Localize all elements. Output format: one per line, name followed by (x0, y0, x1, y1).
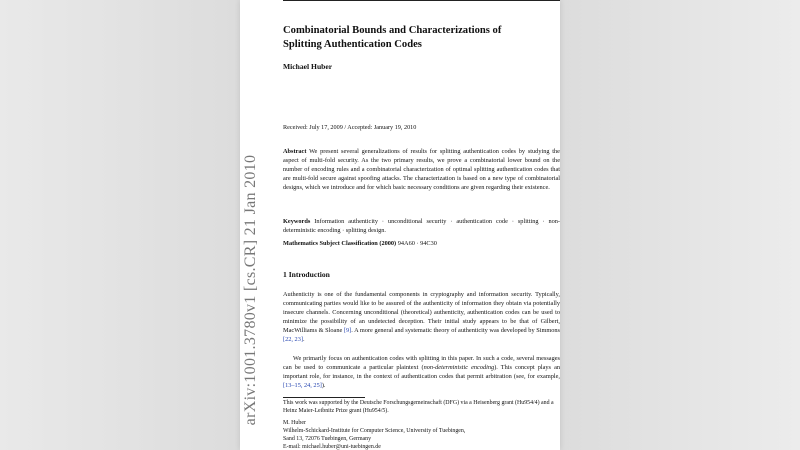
intro1-text-b: . A more general and systematic theory of authenticity was developed by Simmons (351, 327, 560, 335)
keywords-label: Keywords (283, 218, 311, 225)
title-line-1: Combinatorial Bounds and Characterizations of (283, 25, 502, 36)
background-left (0, 0, 240, 450)
intro2-text-a: We primarily focus on authentication codes with splitting in this paper. In such a code, several messages can be used to communicate a particular plaintext ( (283, 355, 560, 372)
address-email: E-mail: michael.huber@uni-tuebingen.de (283, 444, 381, 450)
paper-page (240, 0, 560, 450)
citation-link[interactable]: [22, 23] (283, 336, 303, 344)
citation-link[interactable]: [13–15, 24, 25] (283, 382, 322, 390)
author-name: Michael Huber (283, 62, 333, 71)
intro-paragraph-2 (283, 354, 560, 390)
intro-paragraph-1 (283, 290, 560, 345)
section-heading: 1 Introduction (283, 270, 330, 279)
msc-classification (283, 240, 437, 247)
intro2-text-c: ). (321, 382, 326, 390)
intro2-italic: non-deterministic encoding (423, 364, 495, 372)
arxiv-stamp (240, 0, 262, 450)
background-right (560, 0, 800, 450)
abstract-label: Abstract (283, 148, 307, 155)
address-line-2: Wilhelm-Schickard-Institute for Computer Science, University of Tuebingen, (283, 428, 466, 434)
abstract-text: We present several generalizations of results for splitting authentication codes by studying the aspect of multi-fold security. As the two primary results, we prove a combinatorial lower bound on the number of encoding rules and a combinatorial characterization of optimal splitting authentication codes that are multi-fold secure against spoofing attacks. The characterization is based on a new type of combinatorial designs, which we introduce and for which basic necessary conditions are given regarding their existence. (283, 148, 560, 192)
keywords-text: Information authenticity · unconditional security · authentication code · splitting · non-deterministic encoding · splitting design. (283, 218, 560, 235)
arxiv-stamp-text: arXiv:1001.3780v1 [cs.CR] 21 Jan 2010 (242, 154, 259, 426)
address-line-1: M. Huber (283, 420, 306, 426)
author-address (283, 419, 560, 450)
footnote-rule (283, 397, 365, 398)
title-line-2: Splitting Authentication Codes (283, 39, 422, 50)
received-date: Received: July 17, 2009 / Accepted: January 19, 2010 (283, 124, 417, 131)
intro1-text-a: Authenticity is one of the fundamental components in cryptography and information security. Typically, communicating parties would like to be assured of the authenticity of information they obtain via potentially insecure channels. Concerning unconditional (theoretical) authenticity, authentication codes can be used to minimize the possibility of an undetected deception. Their initial study appears to be that of Gilbert, MacWilliams & Sloane (283, 291, 560, 335)
address-line-3: Sand 13, 72076 Tuebingen, Germany (283, 436, 372, 442)
intro2-text-b: ). This concept plays an important role, for instance, in the context of authentication codes that permit arbitration (see, for example, (283, 364, 560, 381)
intro1-text-c: . (302, 336, 305, 344)
msc-text: 94A60 · 94C30 (397, 240, 437, 247)
footnote: This work was supported by the Deutsche Forschungsgemeinschaft (DFG) via a Heisenberg grant (Hu954/4) and a Heinz Maier-Leibnitz Prize grant (Hu954/5). (283, 400, 554, 415)
msc-label: Mathematics Subject Classification (2000) (283, 240, 397, 247)
paper-title (283, 24, 560, 52)
citation-link[interactable]: [9] (343, 327, 352, 335)
keywords (283, 217, 560, 235)
abstract (283, 147, 560, 192)
top-rule (283, 0, 560, 1)
